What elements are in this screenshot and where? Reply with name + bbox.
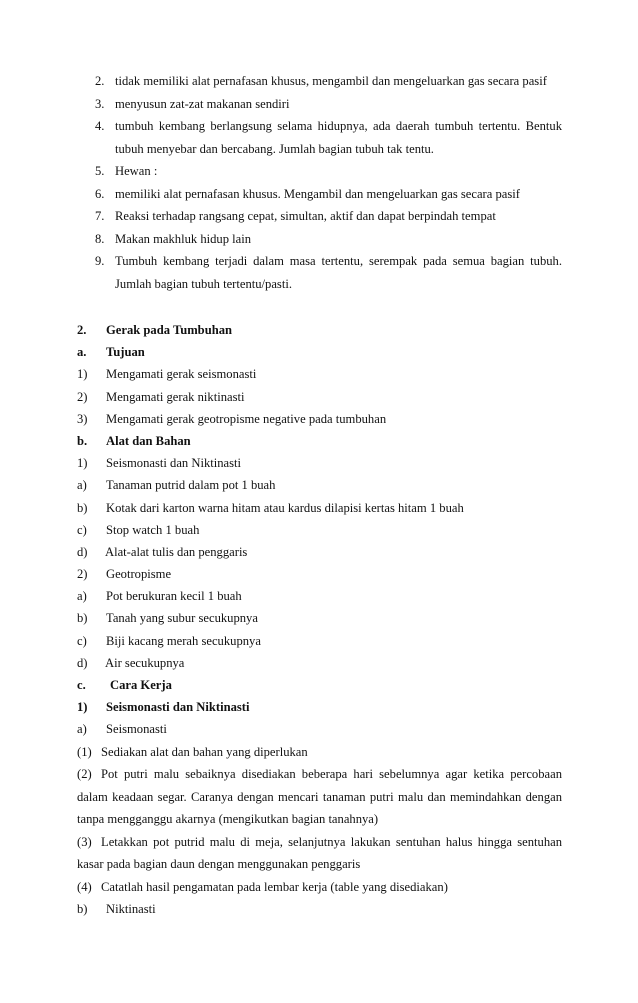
list-item: 9. Tumbuh kembang terjadi dalam masa tertentu, serempak pada semua bagian tubuh. Jumlah bagian tubuh tertentu/pasti. [95, 254, 562, 291]
list-item: b) Kotak dari karton warna hitam atau kardus dilapisi kertas hitam 1 buah [77, 500, 464, 515]
list-item: 8. Makan makhluk hidup lain [95, 231, 252, 246]
list-item: a) Pot berukuran kecil 1 buah [77, 589, 242, 604]
list-item: 1) Mengamati gerak seismonasti [77, 367, 257, 382]
list-item: 7. Reaksi terhadap rangsang cepat, simultan, aktif dan dapat berpindah tempat [95, 209, 496, 223]
step-item: (2) Pot putri malu sebaiknya disediakan beberapa hari sebelumnya agar ketika percobaan dalam keadaan segar. Caranya dengan mencari tanaman putri malu dan memindahkan dengan tanpa mengganggu akarnya (mengikutkan bagian tanahnya) [77, 767, 562, 827]
list-item: 2. tidak memiliki alat pernafasan khusus, mengambil dan mengeluarkan gas secara pasif [95, 74, 547, 88]
list-item: 5. Hewan : [95, 164, 158, 178]
section-heading: 2. Gerak pada Tumbuhan [77, 323, 232, 337]
step-item: (4) Catatlah hasil pengamatan pada lembar kerja (table yang disediakan) [77, 879, 448, 894]
list-item: 3. menyusun zat-zat makanan sendiri [95, 96, 290, 111]
subheading-seismonasti-niktinasti: 1) Seismonasti dan Niktinasti [77, 700, 250, 715]
list-item: b) Tanah yang subur secukupnya [77, 611, 258, 626]
list-item: 2) Mengamati gerak niktinasti [77, 389, 245, 404]
list-item: b) Niktinasti [77, 902, 156, 917]
numbered-list [0, 70, 638, 295]
list-item: d) Air secukupnya [77, 655, 185, 670]
step-item: (1) Sediakan alat dan bahan yang diperlukan [77, 744, 308, 759]
subheading-cara-kerja: c. Cara Kerja [77, 678, 172, 692]
list-item: c) Biji kacang merah secukupnya [77, 633, 261, 648]
list-item: 6. memiliki alat pernafasan khusus. Mengambil dan mengeluarkan gas secara pasif [95, 186, 520, 201]
subheading-tujuan: a. Tujuan [77, 345, 145, 360]
list-item: a) Tanaman putrid dalam pot 1 buah [77, 478, 276, 493]
step-item: (3) Letakkan pot putrid malu di meja, selanjutnya lakukan sentuhan halus hingga sentuhan kasar pada bagian daun dengan menggunakan penggaris [77, 834, 562, 872]
list-item: d) Alat-alat tulis dan penggaris [77, 544, 248, 559]
list-item: 2) Geotropisme [77, 567, 172, 582]
list-item: 3) Mengamati gerak geotropisme negative pada tumbuhan [77, 411, 387, 426]
list-item: 4. tumbuh kembang berlangsung selama hidupnya, ada daerah tumbuh tertentu. Bentuk tubuh menyebar dan bercabang. Jumlah bagian tubuh tak tentu. [95, 119, 562, 156]
list-item: a) Seismonasti [77, 722, 167, 737]
subheading-alat-dan-bahan: b. Alat dan Bahan [77, 433, 191, 448]
section-gerak-pada-tumbuhan [0, 319, 638, 920]
list-item: c) Stop watch 1 buah [77, 522, 200, 537]
list-item: 1) Seismonasti dan Niktinasti [77, 456, 242, 471]
